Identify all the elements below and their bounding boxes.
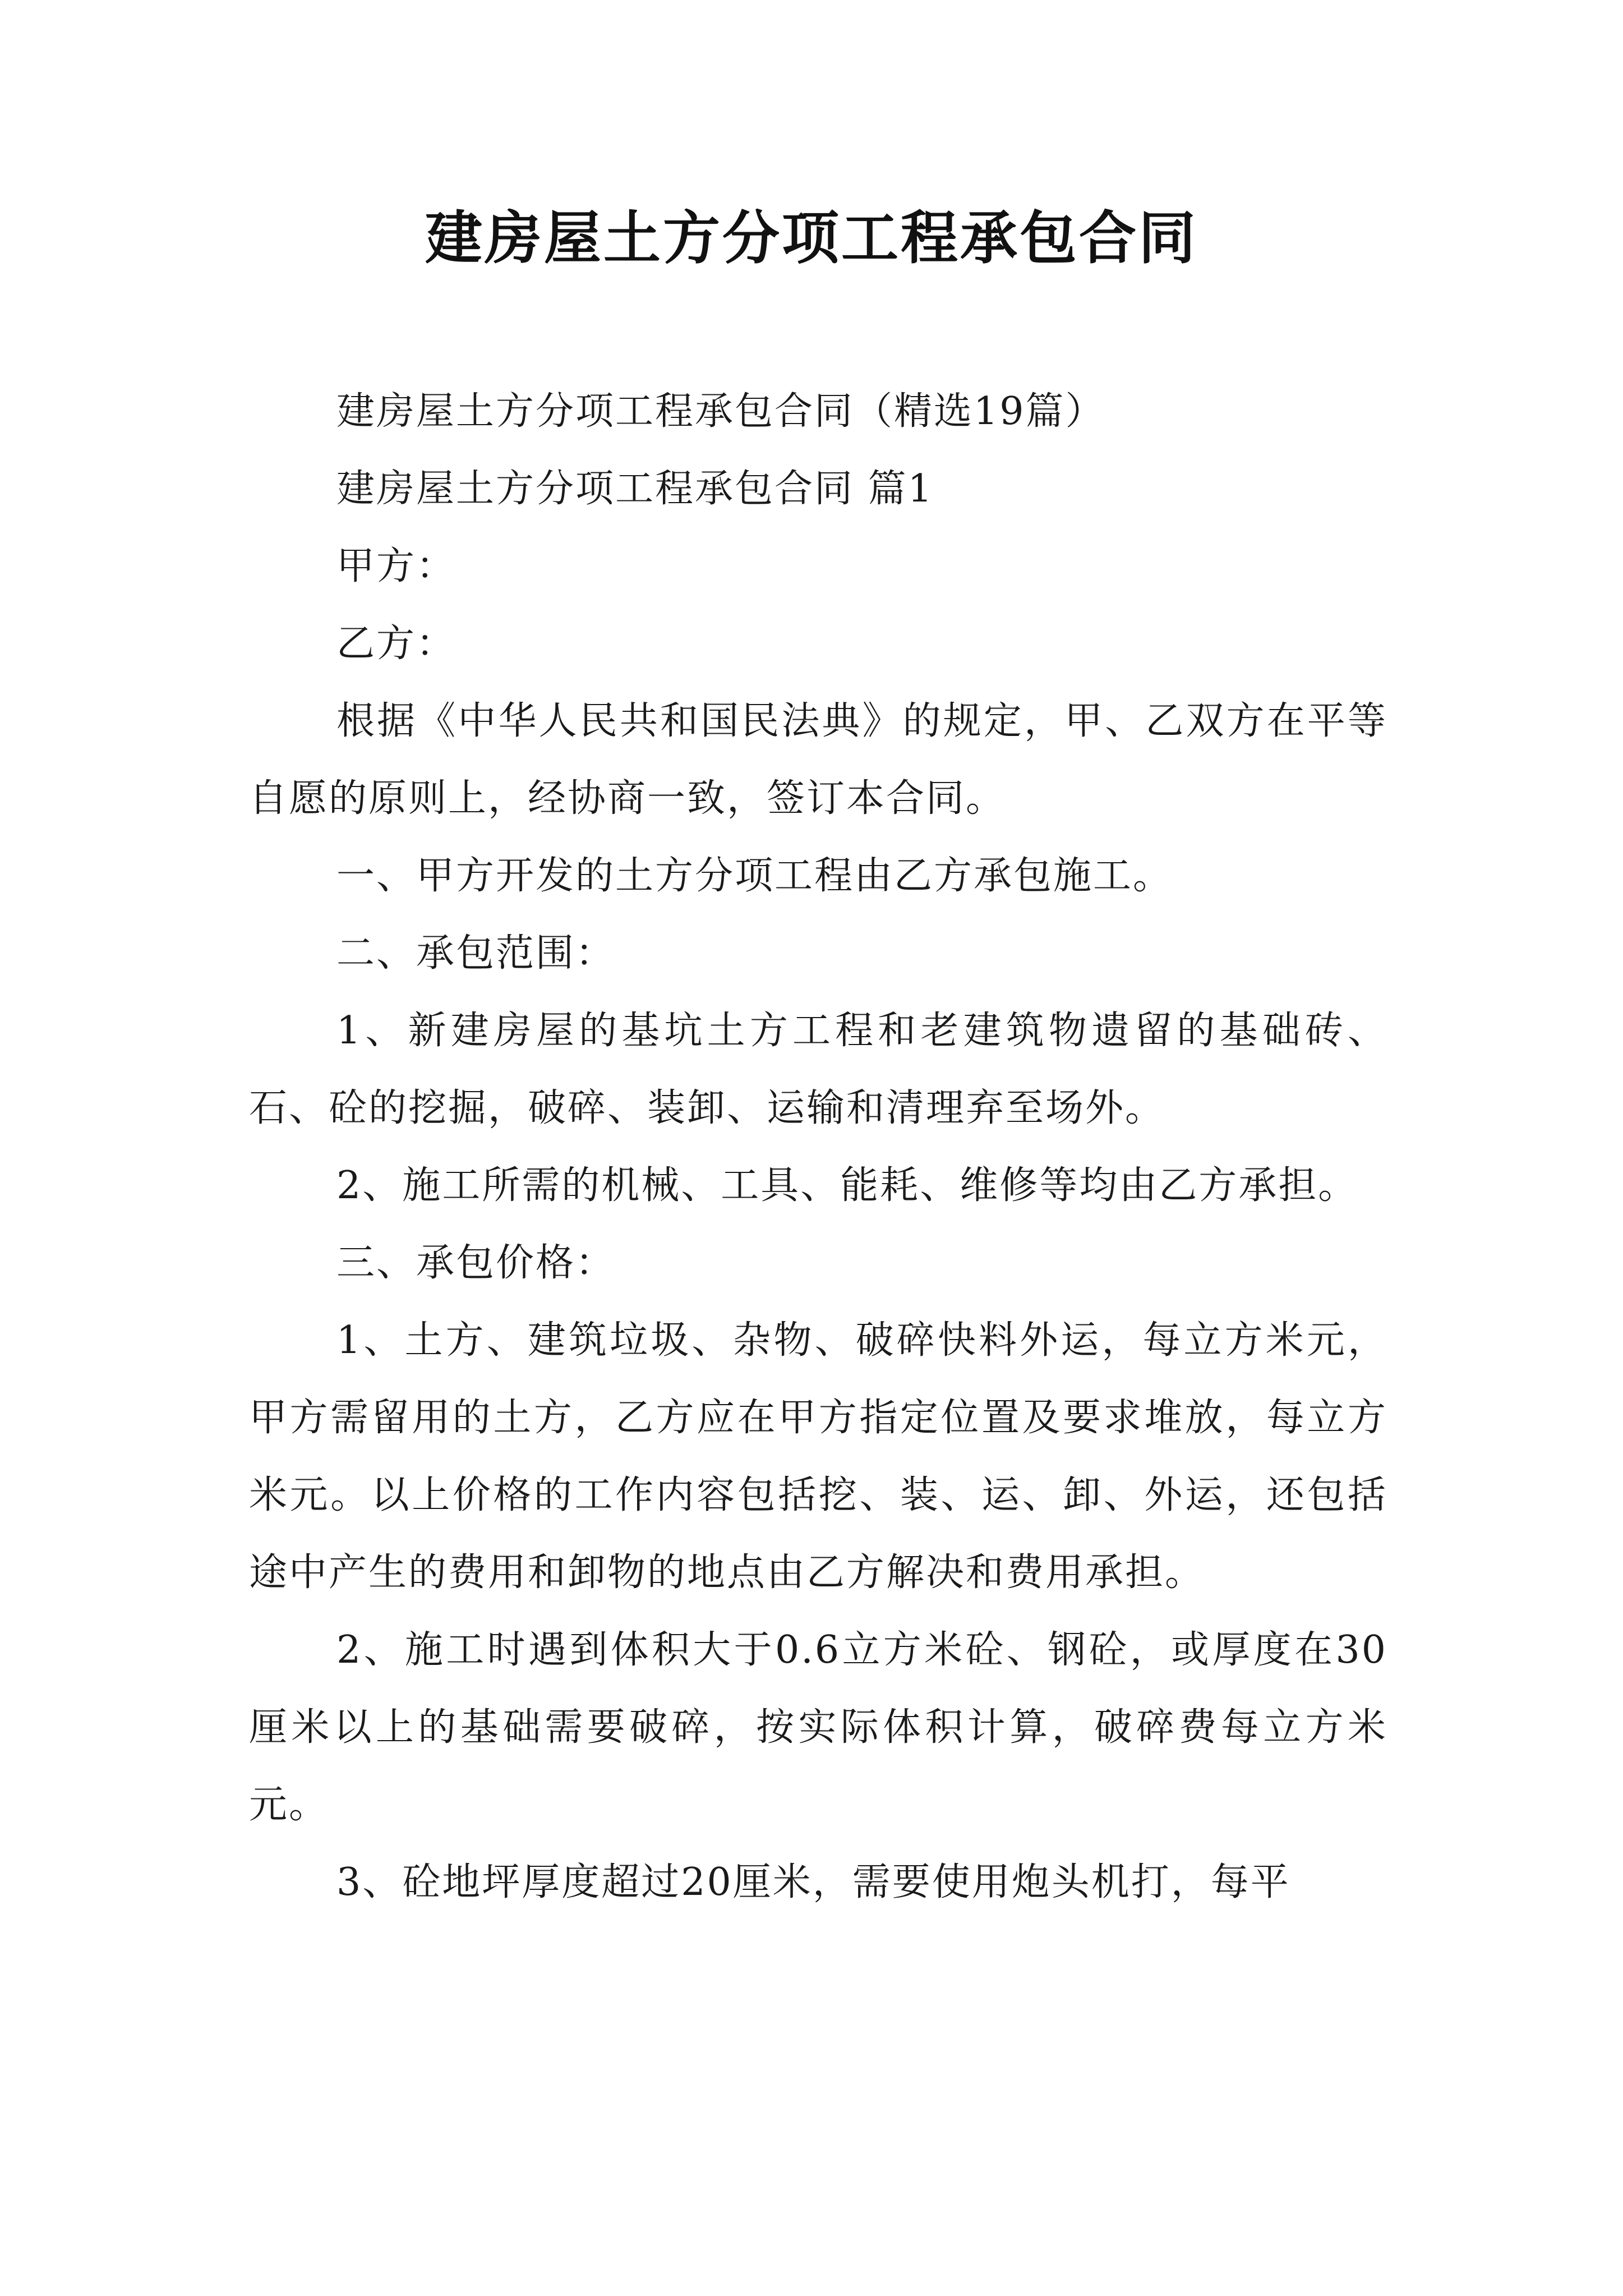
paragraph-subtitle: 建房屋土方分项工程承包合同（精选19篇） (336, 389, 1105, 434)
paragraph-clause-2-heading: 二、承包范围： (336, 931, 616, 976)
paragraph-price-item-3: 3、砼地坪厚度超过20厘米，需要使用炮头机打，每平 (336, 1860, 1290, 1904)
document-body (249, 373, 1387, 1921)
paragraph-party-a: 甲方： (336, 544, 457, 588)
paragraph-scope-item-1: 1、新建房屋的基坑土方工程和老建筑物遗留的基础砖、石、砼的挖掘，破碎、装卸、运输和清理弃至场外。 (249, 1009, 1387, 1130)
paragraph-section-heading: 建房屋土方分项工程承包合同 篇1 (336, 467, 934, 511)
paragraph-clause-1: 一、甲方开发的土方分项工程由乙方承包施工。 (336, 854, 1173, 898)
paragraph-price-item-2: 2、施工时遇到体积大于0.6立方米砼、钢砼，或厚度在30厘米以上的基础需要破碎，按实际体积计算，破碎费每立方米元。 (249, 1628, 1387, 1827)
paragraph-party-b: 乙方： (336, 622, 457, 666)
paragraph-scope-item-2: 2、施工所需的机械、工具、能耗、维修等均由乙方承担。 (336, 1163, 1358, 1208)
paragraph-preamble: 根据《中华人民共和国民法典》的规定，甲、乙双方在平等自愿的原则上，经协商一致，签订本合同。 (249, 699, 1387, 821)
paragraph-price-item-1: 1、土方、建筑垃圾、杂物、破碎快料外运，每立方米元，甲方需留用的土方，乙方应在甲方指定位置及要求堆放，每立方米元。以上价格的工作内容包括挖、装、运、卸、外运，还包括途中产生的费用和卸物的地点由乙方解决和费用承担。 (249, 1318, 1387, 1595)
paragraph-clause-3-heading: 三、承包价格： (336, 1241, 616, 1285)
document-title: 建房屋土方分项工程承包合同 (425, 205, 1198, 272)
